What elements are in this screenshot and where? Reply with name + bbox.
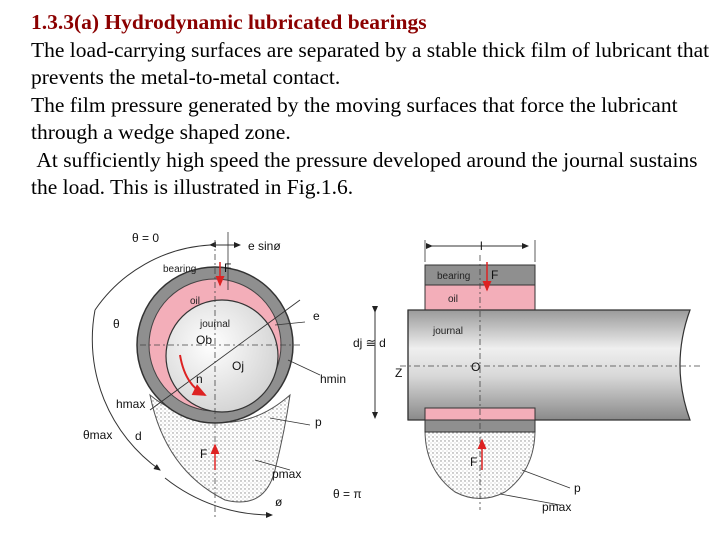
label-Oj: Oj bbox=[232, 359, 244, 373]
label-theta-pi: θ = π bbox=[333, 487, 362, 501]
label-l: l bbox=[480, 239, 483, 253]
label-p-left: p bbox=[315, 415, 322, 429]
label-hmin: hmin bbox=[320, 372, 347, 386]
label-d: d bbox=[135, 429, 142, 443]
paragraph-1: The load-carrying surfaces are separated by a stable thick film of lubricant that prevents the metal-to-metal contact. bbox=[31, 37, 715, 89]
label-p-right: p bbox=[574, 481, 581, 495]
label-pmax-right: pmax bbox=[542, 500, 572, 514]
label-e: e bbox=[313, 309, 320, 323]
paragraph-3: At sufficiently high speed the pressure developed around the journal sustains the load. This is illustrated in Fig.1.6. bbox=[31, 147, 703, 199]
label-F-bottom-right: F bbox=[470, 455, 478, 469]
label-Z: Z bbox=[395, 366, 403, 380]
paragraph-2: The film pressure generated by the moving surfaces that force the lubricant through a wedge shaped zone. bbox=[31, 92, 683, 144]
label-Ob: Ob bbox=[196, 333, 213, 347]
label-journal-left: journal bbox=[200, 319, 231, 330]
label-phi: ø bbox=[275, 495, 283, 509]
label-O: O bbox=[471, 360, 481, 374]
label-pmax-left: pmax bbox=[272, 467, 302, 481]
journal-circle bbox=[166, 300, 278, 412]
label-e-sin-phi: e sinø bbox=[248, 239, 281, 253]
label-F-top-left: F bbox=[224, 261, 232, 275]
label-journal-right: journal bbox=[433, 326, 464, 337]
label-bearing-right: bearing bbox=[437, 271, 471, 282]
label-oil-right: oil bbox=[448, 294, 459, 305]
label-hmax: hmax bbox=[116, 397, 146, 411]
section-heading: 1.3.3(a) Hydrodynamic lubricated bearings bbox=[31, 10, 427, 34]
label-F-bottom-left: F bbox=[200, 447, 208, 461]
label-F-top-right: F bbox=[491, 268, 499, 282]
label-theta-zero: θ = 0 bbox=[132, 231, 160, 245]
label-theta: θ bbox=[113, 317, 120, 331]
label-bearing-left: bearing bbox=[163, 264, 197, 275]
label-oil-left: oil bbox=[190, 296, 201, 307]
label-dj: dj ≅ d bbox=[353, 336, 386, 350]
label-n: n bbox=[196, 372, 203, 386]
label-theta-max: θmax bbox=[83, 428, 113, 442]
